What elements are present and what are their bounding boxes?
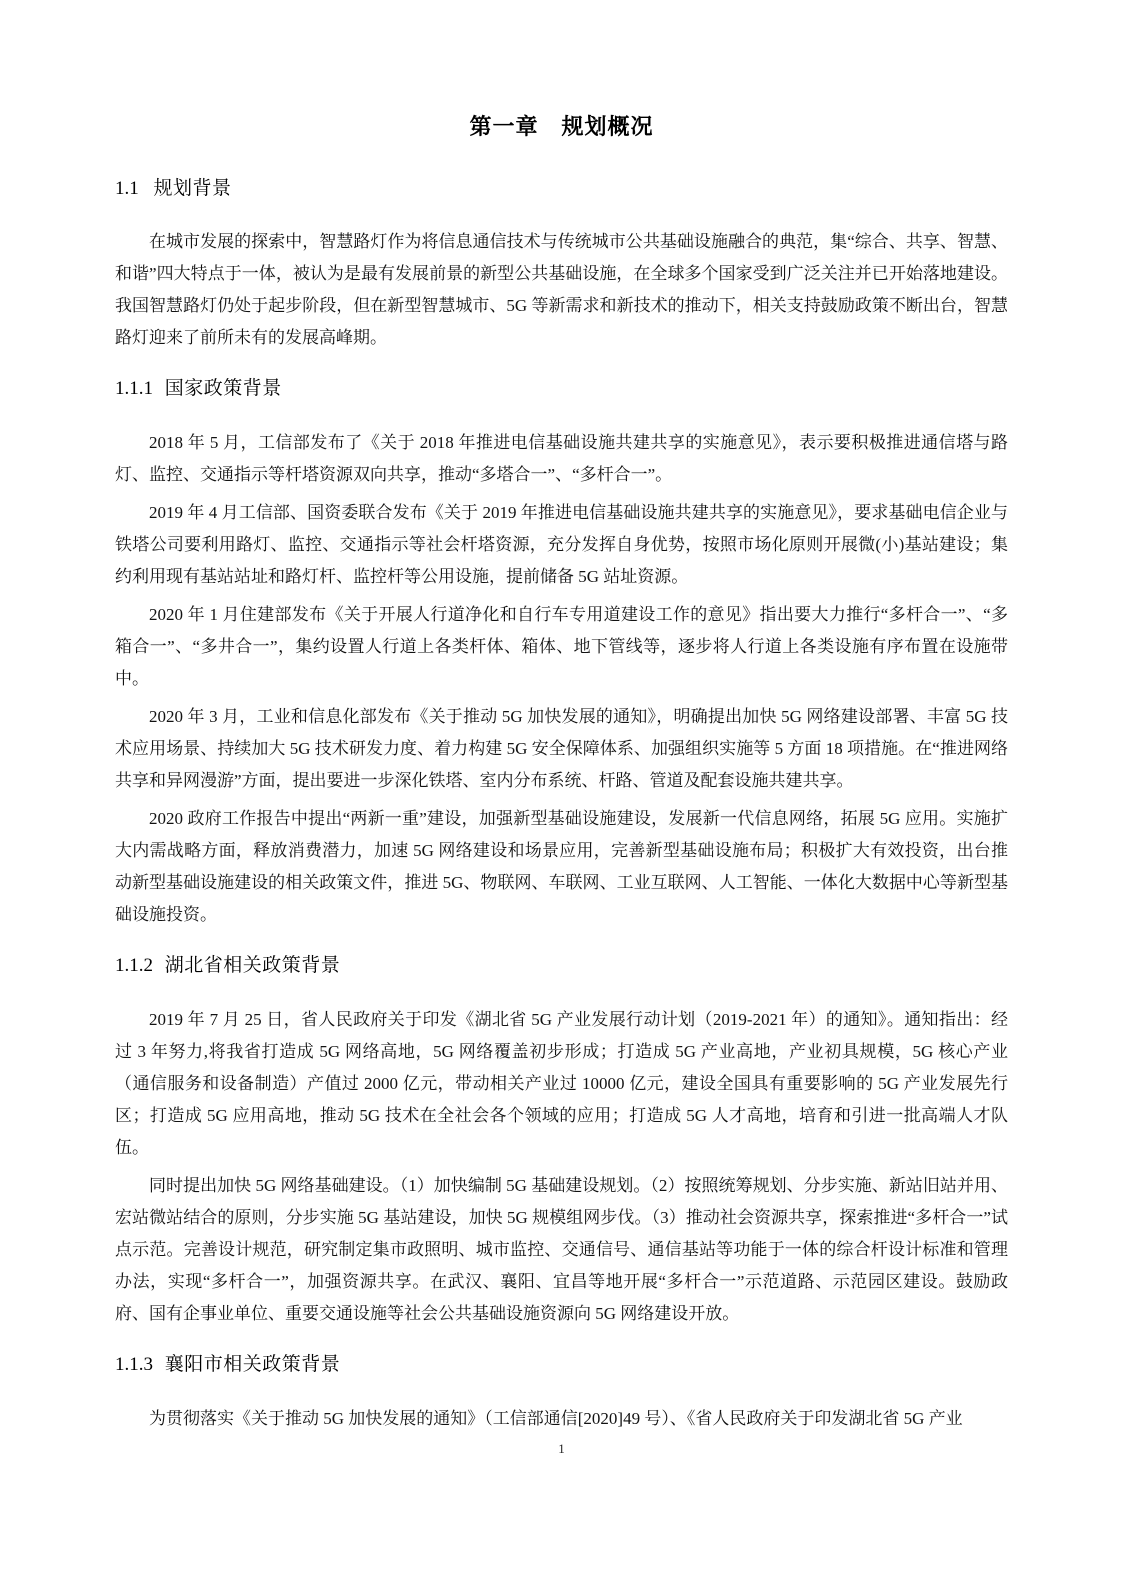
section-title: 规划背景 [153, 178, 232, 199]
section-number: 1.1.1 [115, 378, 153, 399]
section-heading-1-1 [115, 176, 1008, 202]
section-heading-1-1-1 [115, 376, 1008, 402]
section-number: 1.1.2 [115, 955, 153, 976]
section-title: 国家政策背景 [164, 378, 282, 399]
paragraph: 为贯彻落实《关于推动 5G 加快发展的通知》（工信部通信[2020]49 号）、《省人民政府关于印发湖北省 5G 产业 [149, 1409, 963, 1428]
page-number: 1 [558, 1441, 565, 1456]
paragraph: 2019 年 4 月工信部、国资委联合发布《关于 2019 年推进电信基础设施共建共享的实施意见》，要求基础电信企业与铁塔公司要利用路灯、监控、交通指示等社会杆塔资源，充分发挥自身优势，按照市场化原则开展微(小)基站建设；集约利用现有基站站址和路灯杆、监控杆等公用设施，提前储备 5G 站址资源。 [115, 503, 1008, 586]
paragraph: 2020 年 3 月，工业和信息化部发布《关于推动 5G 加快发展的通知》，明确提出加快 5G 网络建设部署、丰富 5G 技术应用场景、持续加大 5G 技术研发力度、着力构建 5G 安全保障体系、加强组织实施等 5 方面 18 项措施。在“推进网络共享和异网漫游”方面，提出要进一步深化铁塔、室内分布系统、杆路、管道及配套设施共建共享。 [115, 707, 1008, 790]
section-title: 襄阳市相关政策背景 [164, 1354, 341, 1375]
paragraph: 2018 年 5 月，工信部发布了《关于 2018 年推进电信基础设施共建共享的实施意见》，表示要积极推进通信塔与路灯、监控、交通指示等杆塔资源双向共享，推动“多塔合一”、“多杆合一”。 [115, 433, 1008, 484]
paragraph: 2020 政府工作报告中提出“两新一重”建设，加强新型基础设施建设，发展新一代信息网络，拓展 5G 应用。实施扩大内需战略方面，释放消费潜力，加速 5G 网络建设和场景应用，完善新型基础设施布局；积极扩大有效投资，出台推动新型基础设施建设的相关政策文件，推进 5G、物联网、车联网、工业互联网、人工智能、一体化大数据中心等新型基础设施投资。 [115, 809, 1008, 924]
paragraph-intro: 在城市发展的探索中，智慧路灯作为将信息通信技术与传统城市公共基础设施融合的典范，集“综合、共享、智慧、和谐”四大特点于一体，被认为是最有发展前景的新型公共基础设施，在全球多个国家受到广泛关注并已开始落地建设。我国智慧路灯仍处于起步阶段，但在新型智慧城市、5G 等新需求和新技术的推动下，相关支持鼓励政策不断出台，智慧路灯迎来了前所未有的发展高峰期。 [115, 232, 1008, 347]
section-heading-1-1-3 [115, 1352, 1008, 1378]
section-title: 湖北省相关政策背景 [164, 955, 341, 976]
paragraph: 2019 年 7 月 25 日，省人民政府关于印发《湖北省 5G 产业发展行动计划（2019-2021 年）的通知》。通知指出：经过 3 年努力,将我省打造成 5G 网络高地，5G 网络覆盖初步形成；打造成 5G 产业高地，产业初具规模，5G 核心产业（通信服务和设备制造）产值过 2000 亿元，带动相关产业过 10000 亿元，建设全国具有重要影响的 5G 产业发展先行区；打造成 5G 应用高地，推动 5G 技术在全社会各个领域的应用；打造成 5G 人才高地，培育和引进一批高端人才队伍。 [115, 1010, 1008, 1157]
section-number: 1.1.3 [115, 1354, 153, 1375]
paragraph: 同时提出加快 5G 网络基础建设。（1）加快编制 5G 基础建设规划。（2）按照统筹规划、分步实施、新站旧站并用、宏站微站结合的原则，分步实施 5G 基站建设，加快 5G 规模组网步伐。（3）推动社会资源共享，探索推进“多杆合一”试点示范。完善设计规范，研究制定集市政照明、城市监控、交通信号、通信基站等功能于一体的综合杆设计标准和管理办法，实现“多杆合一”，加强资源共享。在武汉、襄阳、宜昌等地开展“多杆合一”示范道路、示范园区建设。鼓励政府、国有企事业单位、重要交通设施等社会公共基础设施资源向 5G 网络建设开放。 [115, 1176, 1008, 1323]
chapter-title: 第一章 规划概况 [469, 114, 654, 139]
paragraph: 2020 年 1 月住建部发布《关于开展人行道净化和自行车专用道建设工作的意见》指出要大力推行“多杆合一”、“多箱合一”、“多井合一”，集约设置人行道上各类杆体、箱体、地下管线等，逐步将人行道上各类设施有序布置在设施带中。 [115, 605, 1008, 688]
section-number: 1.1 [115, 178, 139, 199]
section-heading-1-1-2 [115, 953, 1008, 979]
